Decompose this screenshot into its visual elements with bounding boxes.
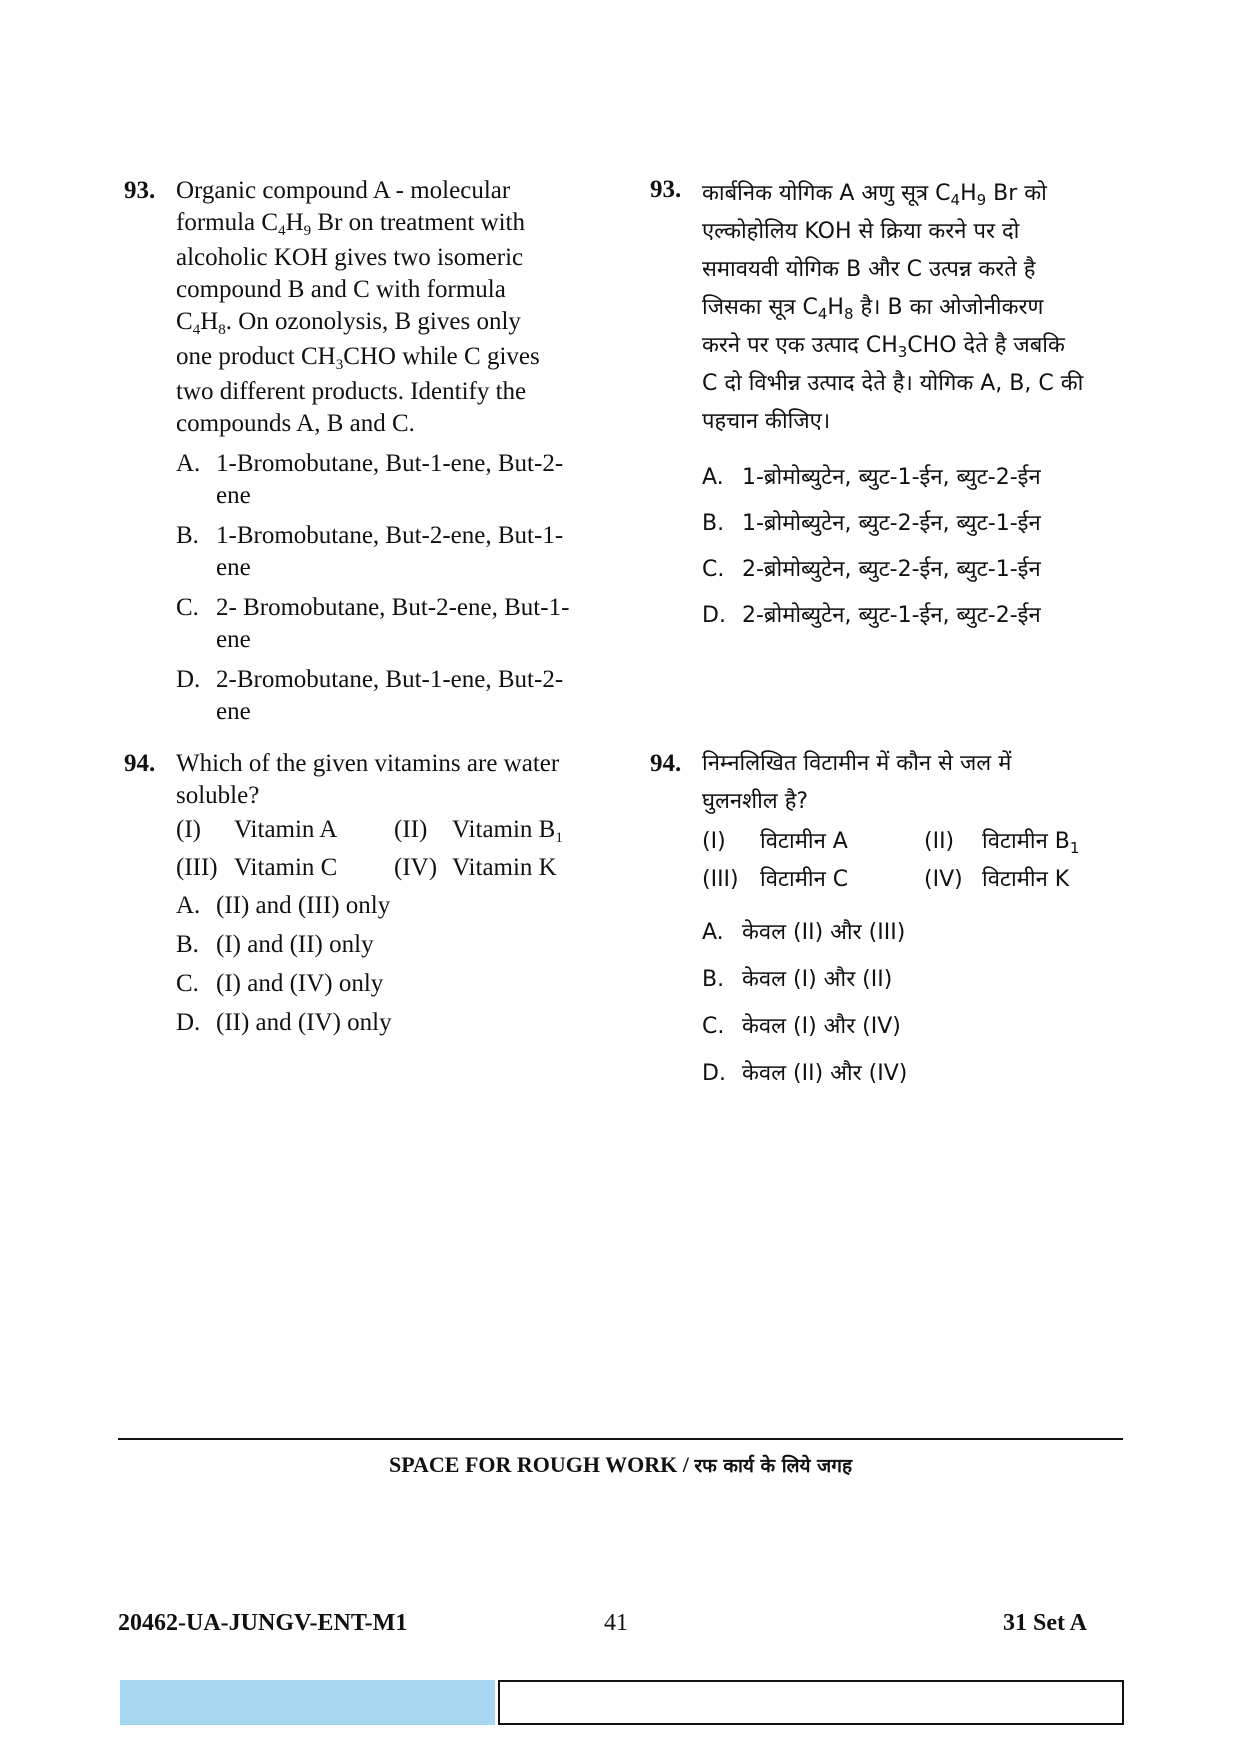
- option-a: A. 1-Bromobutane, But-1-ene, But-2-ene: [176, 450, 564, 509]
- option-a: A. 1-ब्रोमोब्युटेन, ब्युट-1-ईन, ब्युट-2-ईन: [702, 465, 1041, 490]
- question-number: 93.: [650, 176, 682, 203]
- question-number: 94.: [650, 750, 682, 777]
- question-text: Which of the given vitamins are water: [176, 750, 560, 777]
- vitamin-list: (I) विटामीन A (II) विटामीन $B_1$ (III) विटामीन C (IV) विटामीन K: [702, 829, 1080, 892]
- option-b: B. 1-Bromobutane, But-2-ene, But-1-ene: [176, 522, 564, 581]
- question-text: alcoholic KOH gives two isomeric: [176, 244, 524, 271]
- page-number: 41: [604, 1610, 628, 1636]
- rough-work-divider: [118, 1438, 1123, 1440]
- question-text: एल्कोहोलिय KOH से क्रिया करने पर दो: [702, 219, 1020, 244]
- question-text: one product $CH_3CHO$ while C gives: [176, 343, 540, 373]
- question-text: C दो विभीन्न उत्पाद देते है। योगिक A, B, C की: [702, 371, 1084, 396]
- question-text: two different products. Identify the: [176, 378, 527, 405]
- option-b: B. केवल (I) और (II): [702, 967, 893, 992]
- question-text: पहचान कीजिए।: [702, 409, 831, 434]
- question-text: करने पर एक उत्पाद $CH_3CHO$ देते है जबकि: [702, 333, 1065, 361]
- option-d: D. 2-ब्रोमोब्युटेन, ब्युट-1-ईन, ब्युट-2-ईन: [702, 603, 1041, 628]
- question-text: निम्नलिखित विटामीन में कौन से जल में: [702, 751, 1012, 776]
- question-text: Organic compound A - molecular: [176, 177, 511, 204]
- question-text: soluble?: [176, 782, 260, 809]
- footer-box: [498, 1680, 1124, 1725]
- option-a: A. केवल (II) और (III): [702, 920, 906, 945]
- question-text: compounds A, B and C.: [176, 410, 415, 437]
- question-text: formula $C_4H_9$ Br on treatment with: [176, 209, 525, 239]
- footer-code: 20462-UA-JUNGV-ENT-M1: [118, 1610, 408, 1636]
- question-text: घुलनशील है?: [702, 789, 809, 814]
- option-d: D. (II) and (IV) only: [176, 1009, 392, 1036]
- footer-blue-bar: [120, 1680, 495, 1725]
- option-c: C. (I) and (IV) only: [176, 970, 384, 997]
- vitamin-list: (I) Vitamin A (II) Vitamin $B_1$ (III) Vitamin C (IV) Vitamin K: [176, 816, 563, 881]
- rough-work-heading: SPACE FOR ROUGH WORK / रफ कार्य के लिये जगह: [388, 1452, 853, 1477]
- option-d: D. केवल (II) और (IV): [702, 1061, 908, 1086]
- option-a: A. (II) and (III) only: [176, 892, 391, 919]
- option-c: C. 2- Bromobutane, But-2-ene, But-1-ene: [176, 594, 570, 653]
- question-number: 94.: [124, 750, 156, 777]
- question-text: compound B and C with formula: [176, 276, 506, 303]
- option-d: D. 2-Bromobutane, But-1-ene, But-2-ene: [176, 666, 564, 725]
- question-text: समावयवी योगिक B और C उत्पन्न करते है: [702, 257, 1036, 282]
- question-text: कार्बनिक योगिक A अणु सूत्र $C_4H_9$ Br को: [702, 181, 1047, 209]
- option-b: B. (I) and (II) only: [176, 931, 374, 958]
- question-text: जिसका सूत्र $C_4H_8$ है। B का ओजोनीकरण: [702, 295, 1044, 323]
- option-c: C. 2-ब्रोमोब्युटेन, ब्युट-2-ईन, ब्युट-1-ईन: [702, 557, 1041, 582]
- question-number: 93.: [124, 177, 156, 204]
- option-c: C. केवल (I) और (IV): [702, 1014, 901, 1039]
- question-text: $C_4H_8$. On ozonolysis, B gives only: [176, 308, 521, 338]
- set-label: 31 Set A: [1003, 1610, 1087, 1636]
- option-b: B. 1-ब्रोमोब्युटेन, ब्युट-2-ईन, ब्युट-1-ईन: [702, 511, 1041, 536]
